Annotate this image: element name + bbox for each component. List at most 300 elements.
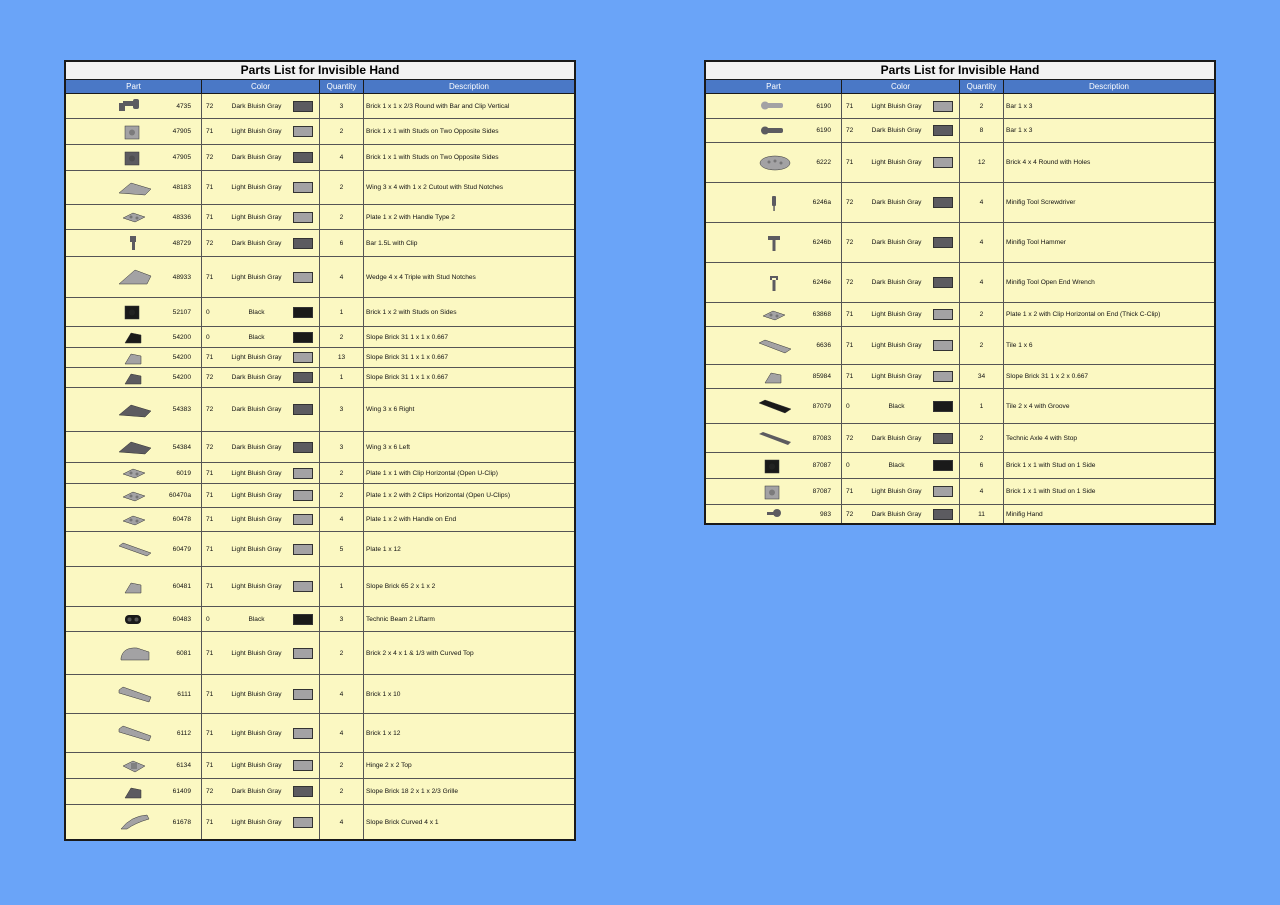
color-cell: [842, 453, 960, 478]
color-name: Black: [248, 615, 265, 623]
table-row: [66, 805, 574, 839]
color-cell: [202, 388, 320, 431]
color-swatch: [933, 125, 953, 136]
quantity: 4: [320, 805, 364, 839]
color-swatch: [293, 307, 313, 318]
color-cell: [202, 205, 320, 229]
color-cell: [842, 303, 960, 326]
quantity: 4: [960, 479, 1004, 504]
part-number: 60483: [172, 615, 191, 623]
color-name: Light Bluish Gray: [231, 729, 282, 737]
description: Brick 1 x 1 with Stud on 1 Side: [1006, 462, 1096, 469]
table-row: [66, 675, 574, 714]
description: Wedge 4 x 4 Triple with Stud Notches: [366, 273, 476, 281]
plate-icon: [66, 208, 161, 226]
table-row: [706, 479, 1214, 505]
part-number: 6190: [816, 127, 831, 134]
table-row: [706, 119, 1214, 143]
color-id: 71: [206, 545, 214, 553]
color-cell: [842, 479, 960, 504]
plate-icon: [706, 306, 801, 324]
quantity: 4: [320, 714, 364, 752]
brick-icon: [66, 123, 161, 141]
slope-icon: [66, 369, 161, 387]
color-name: Dark Bluish Gray: [871, 510, 922, 518]
wing-icon: [66, 179, 161, 197]
description: Slope Brick 31 1 x 1 x 0.667: [366, 354, 449, 361]
brick-icon: [706, 457, 801, 475]
part-number: 48933: [172, 273, 191, 281]
table-row: [66, 532, 574, 567]
color-cell: [202, 171, 320, 204]
color-id: 71: [206, 649, 214, 657]
part-number: 54200: [172, 333, 191, 341]
part-number: 60470a: [168, 492, 191, 499]
parts-rows: [66, 94, 574, 839]
color-swatch: [293, 442, 313, 453]
curved-brick-icon: [66, 644, 161, 662]
color-id: 72: [846, 510, 854, 518]
part-number: 87079: [812, 402, 831, 410]
header-color: Color: [842, 80, 960, 93]
quantity: 4: [320, 675, 364, 713]
color-id: 71: [206, 762, 214, 769]
table-row: [706, 94, 1214, 119]
part-cell: [66, 607, 202, 631]
brick-icon: [66, 149, 161, 167]
color-swatch: [933, 157, 953, 168]
curved-slope-icon: [66, 813, 161, 831]
color-id: 71: [206, 354, 214, 361]
color-id: 72: [206, 102, 214, 110]
color-swatch: [293, 581, 313, 592]
color-cell: [202, 607, 320, 631]
quantity: 13: [320, 348, 364, 367]
color-swatch: [933, 309, 953, 320]
color-cell: [202, 432, 320, 462]
table-row: [706, 453, 1214, 479]
header-quantity: Quantity: [960, 80, 1004, 93]
part-number: 54383: [172, 406, 191, 413]
part-cell: [66, 675, 202, 713]
color-name: Light Bluish Gray: [231, 354, 282, 361]
color-name: Light Bluish Gray: [231, 545, 282, 553]
part-cell: [66, 753, 202, 778]
quantity: 6: [960, 453, 1004, 478]
color-id: 71: [206, 128, 214, 135]
color-name: Dark Bluish Gray: [871, 127, 922, 134]
quantity: 4: [320, 145, 364, 170]
color-name: Light Bluish Gray: [231, 128, 282, 135]
part-cell: [66, 348, 202, 367]
sheet-title: Parts List for Invisible Hand: [66, 62, 574, 80]
part-cell: [706, 505, 842, 523]
part-cell: [706, 327, 842, 364]
color-name: Dark Bluish Gray: [231, 154, 282, 161]
color-cell: [202, 368, 320, 387]
part-cell: [66, 327, 202, 347]
part-number: 54200: [172, 354, 191, 361]
quantity: 3: [320, 94, 364, 118]
description: Wing 3 x 4 with 1 x 2 Cutout with Stud Notches: [366, 184, 504, 191]
description: Slope Brick 18 2 x 1 x 2/3 Grille: [366, 788, 458, 795]
axle-icon: [706, 429, 801, 447]
color-swatch: [293, 238, 313, 249]
description: Minifig Tool Open End Wrench: [1006, 279, 1095, 286]
color-name: Light Bluish Gray: [871, 311, 922, 318]
column-headers: [66, 80, 574, 94]
table-row: [706, 365, 1214, 389]
table-row: [66, 171, 574, 205]
quantity: 2: [320, 327, 364, 347]
part-number: 60481: [172, 583, 191, 590]
description: Plate 1 x 2 with Handle Type 2: [366, 213, 455, 221]
color-id: 72: [846, 199, 854, 206]
part-cell: [66, 805, 202, 839]
parts-list-right: [704, 60, 1216, 525]
part-number: 6134: [176, 762, 191, 769]
table-row: [706, 143, 1214, 183]
description: Bar 1 x 3: [1006, 127, 1033, 134]
color-swatch: [293, 728, 313, 739]
parts-list-left: [64, 60, 576, 841]
part-cell: [66, 230, 202, 256]
color-id: 0: [846, 402, 850, 410]
quantity: 2: [960, 424, 1004, 452]
part-cell: [66, 532, 202, 566]
part-number: 61678: [172, 818, 191, 826]
color-swatch: [933, 460, 953, 471]
parts-rows: [706, 94, 1214, 523]
color-name: Light Bluish Gray: [231, 184, 282, 191]
color-name: Light Bluish Gray: [871, 102, 922, 110]
slope-icon: [66, 328, 161, 346]
part-cell: [66, 119, 202, 144]
color-name: Dark Bluish Gray: [231, 239, 282, 247]
slope-icon: [66, 578, 161, 596]
slope-icon: [706, 368, 801, 386]
color-cell: [202, 327, 320, 347]
table-row: [66, 432, 574, 463]
color-cell: [202, 257, 320, 297]
table-row: [66, 119, 574, 145]
wrench-icon: [706, 274, 801, 292]
long-plate-icon: [66, 540, 161, 558]
table-row: [66, 298, 574, 327]
color-cell: [202, 508, 320, 531]
color-name: Light Bluish Gray: [231, 690, 282, 698]
part-cell: [66, 508, 202, 531]
quantity: 5: [320, 532, 364, 566]
table-row: [66, 145, 574, 171]
color-id: 71: [846, 159, 854, 166]
color-id: 72: [206, 154, 214, 161]
color-swatch: [293, 182, 313, 193]
part-cell: [706, 94, 842, 118]
table-row: [66, 257, 574, 298]
description: Plate 1 x 2 with Clip Horizontal on End (Thick C-Clip): [1006, 311, 1161, 318]
wing-icon: [66, 438, 161, 456]
round-brick-icon: [706, 154, 801, 172]
color-swatch: [293, 689, 313, 700]
long-brick-icon: [66, 685, 161, 703]
color-swatch: [293, 212, 313, 223]
color-cell: [202, 463, 320, 483]
color-swatch: [293, 404, 313, 415]
color-name: Light Bluish Gray: [871, 342, 922, 349]
quantity: 2: [320, 463, 364, 483]
quantity: 12: [960, 143, 1004, 182]
color-cell: [202, 567, 320, 606]
table-row: [66, 632, 574, 675]
description: Plate 1 x 2 with Handle on End: [366, 516, 457, 523]
color-cell: [842, 327, 960, 364]
color-name: Light Bluish Gray: [231, 649, 282, 657]
color-name: Light Bluish Gray: [231, 469, 282, 477]
color-cell: [202, 532, 320, 566]
bar-clip-icon: [66, 97, 161, 115]
part-cell: [706, 263, 842, 302]
color-id: 71: [206, 729, 214, 737]
color-id: 72: [846, 127, 854, 134]
color-id: 71: [206, 583, 214, 590]
color-id: 71: [206, 273, 214, 281]
part-number: 48183: [172, 184, 191, 191]
hand-icon: [706, 505, 801, 523]
table-row: [66, 388, 574, 432]
color-cell: [202, 298, 320, 326]
color-id: 71: [206, 184, 214, 191]
color-id: 72: [206, 443, 214, 451]
color-name: Light Bluish Gray: [231, 492, 282, 499]
color-id: 0: [206, 308, 210, 316]
color-id: 71: [206, 516, 214, 523]
table-row: [66, 463, 574, 484]
color-name: Light Bluish Gray: [871, 488, 922, 495]
part-cell: [706, 183, 842, 222]
part-cell: [66, 298, 202, 326]
long-brick-icon: [66, 724, 161, 742]
color-id: 72: [206, 374, 214, 381]
color-swatch: [933, 340, 953, 351]
table-row: [66, 327, 574, 348]
color-id: 71: [846, 102, 854, 110]
part-number: 6246b: [812, 239, 831, 246]
color-swatch: [293, 760, 313, 771]
plate-icon: [66, 464, 161, 482]
part-number: 87083: [812, 434, 831, 442]
color-name: Black: [888, 402, 905, 410]
part-number: 60479: [172, 545, 191, 553]
table-row: [66, 348, 574, 368]
description: Brick 1 x 1 with Stud on 1 Side: [1006, 488, 1096, 495]
color-swatch: [933, 371, 953, 382]
part-cell: [66, 432, 202, 462]
color-id: 72: [846, 279, 854, 286]
part-cell: [706, 223, 842, 262]
color-swatch: [293, 514, 313, 525]
color-cell: [202, 714, 320, 752]
color-swatch: [933, 433, 953, 444]
brick-icon: [706, 483, 801, 501]
tile-icon: [706, 397, 801, 415]
color-cell: [202, 779, 320, 804]
description: Brick 1 x 12: [366, 729, 401, 737]
part-number: 983: [819, 510, 831, 518]
color-id: 71: [846, 342, 854, 349]
color-id: 71: [206, 492, 214, 499]
part-number: 85984: [812, 373, 831, 380]
table-row: [706, 389, 1214, 424]
quantity: 2: [320, 205, 364, 229]
description: Brick 1 x 2 with Studs on Sides: [366, 308, 457, 316]
quantity: 4: [960, 183, 1004, 222]
description: Wing 3 x 6 Right: [366, 406, 415, 413]
part-cell: [66, 714, 202, 752]
part-number: 48336: [172, 213, 191, 221]
quantity: 3: [320, 607, 364, 631]
color-swatch: [293, 152, 313, 163]
part-number: 63868: [812, 311, 831, 318]
slope-icon: [66, 349, 161, 367]
color-cell: [202, 632, 320, 674]
description: Slope Brick 31 1 x 1 x 0.667: [366, 333, 449, 341]
color-name: Light Bluish Gray: [231, 818, 282, 826]
color-cell: [202, 805, 320, 839]
color-id: 72: [206, 406, 214, 413]
table-row: [706, 505, 1214, 523]
quantity: 2: [960, 327, 1004, 364]
color-swatch: [933, 486, 953, 497]
quantity: 11: [960, 505, 1004, 523]
color-name: Dark Bluish Gray: [231, 374, 282, 381]
color-name: Light Bluish Gray: [231, 762, 282, 769]
color-id: 71: [846, 488, 854, 495]
color-id: 71: [846, 311, 854, 318]
description: Brick 1 x 1 with Studs on Two Opposite Sides: [366, 154, 499, 161]
description: Slope Brick 31 1 x 1 x 0.667: [366, 374, 449, 381]
part-cell: [66, 484, 202, 507]
part-number: 6112: [176, 729, 191, 737]
quantity: 2: [960, 303, 1004, 326]
quantity: 1: [320, 298, 364, 326]
color-cell: [842, 143, 960, 182]
part-number: 6111: [177, 690, 191, 698]
color-name: Light Bluish Gray: [231, 273, 282, 281]
quantity: 3: [320, 388, 364, 431]
color-id: 71: [206, 469, 214, 477]
part-cell: [706, 119, 842, 142]
part-cell: [66, 368, 202, 387]
color-name: Dark Bluish Gray: [231, 406, 282, 413]
slope-icon: [66, 783, 161, 801]
bar-icon: [706, 97, 801, 115]
part-number: 54200: [172, 374, 191, 381]
description: Bar 1 x 3: [1006, 102, 1033, 110]
part-cell: [66, 388, 202, 431]
quantity: 1: [320, 567, 364, 606]
color-name: Black: [888, 462, 905, 469]
color-id: 72: [846, 434, 854, 442]
table-row: [706, 263, 1214, 303]
color-swatch: [933, 101, 953, 112]
screwdriver-icon: [706, 194, 801, 212]
color-name: Dark Bluish Gray: [871, 279, 922, 286]
description: Brick 2 x 4 x 1 & 1/3 with Curved Top: [366, 649, 474, 657]
description: Brick 1 x 10: [366, 690, 401, 698]
part-number: 87087: [812, 488, 831, 495]
color-id: 71: [206, 213, 214, 221]
color-cell: [202, 145, 320, 170]
description: Slope Brick Curved 4 x 1: [366, 818, 439, 826]
table-row: [66, 368, 574, 388]
part-cell: [66, 257, 202, 297]
color-id: 72: [206, 239, 214, 247]
part-number: 4735: [176, 102, 191, 110]
table-row: [706, 183, 1214, 223]
plate-icon: [66, 511, 161, 529]
color-cell: [202, 753, 320, 778]
color-swatch: [293, 817, 313, 828]
color-id: 71: [846, 373, 854, 380]
color-swatch: [293, 332, 313, 343]
color-swatch: [293, 614, 313, 625]
color-cell: [202, 348, 320, 367]
color-swatch: [293, 126, 313, 137]
part-cell: [706, 365, 842, 388]
color-swatch: [293, 372, 313, 383]
part-number: 54384: [172, 443, 191, 451]
color-id: 71: [206, 690, 214, 698]
description: Hinge 2 x 2 Top: [366, 762, 412, 769]
color-swatch: [933, 237, 953, 248]
table-row: [66, 94, 574, 119]
color-cell: [842, 505, 960, 523]
description: Minifig Tool Hammer: [1006, 239, 1066, 246]
part-number: 47905: [172, 128, 191, 135]
header-part: Part: [706, 80, 842, 93]
hinge-icon: [66, 757, 161, 775]
column-headers: [706, 80, 1214, 94]
part-cell: [706, 479, 842, 504]
part-number: 60478: [172, 516, 191, 523]
quantity: 6: [320, 230, 364, 256]
table-row: [66, 714, 574, 753]
table-row: [66, 607, 574, 632]
description: Brick 4 x 4 Round with Holes: [1006, 159, 1091, 166]
table-row: [66, 230, 574, 257]
color-cell: [842, 263, 960, 302]
quantity: 4: [960, 263, 1004, 302]
color-name: Light Bluish Gray: [231, 213, 282, 221]
color-swatch: [933, 509, 953, 520]
description: Tile 1 x 6: [1006, 342, 1033, 349]
color-name: Dark Bluish Gray: [231, 788, 282, 795]
color-swatch: [293, 272, 313, 283]
part-number: 6190: [816, 102, 831, 110]
description: Technic Axle 4 with Stop: [1006, 434, 1078, 442]
color-name: Dark Bluish Gray: [231, 102, 282, 110]
part-number: 52107: [172, 308, 191, 316]
part-number: 61409: [172, 788, 191, 795]
color-cell: [202, 230, 320, 256]
part-number: 87087: [812, 462, 831, 469]
part-cell: [66, 463, 202, 483]
description: Bar 1.5L with Clip: [366, 239, 418, 247]
part-cell: [66, 171, 202, 204]
beam-icon: [66, 610, 161, 628]
sheet-title: Parts List for Invisible Hand: [706, 62, 1214, 80]
